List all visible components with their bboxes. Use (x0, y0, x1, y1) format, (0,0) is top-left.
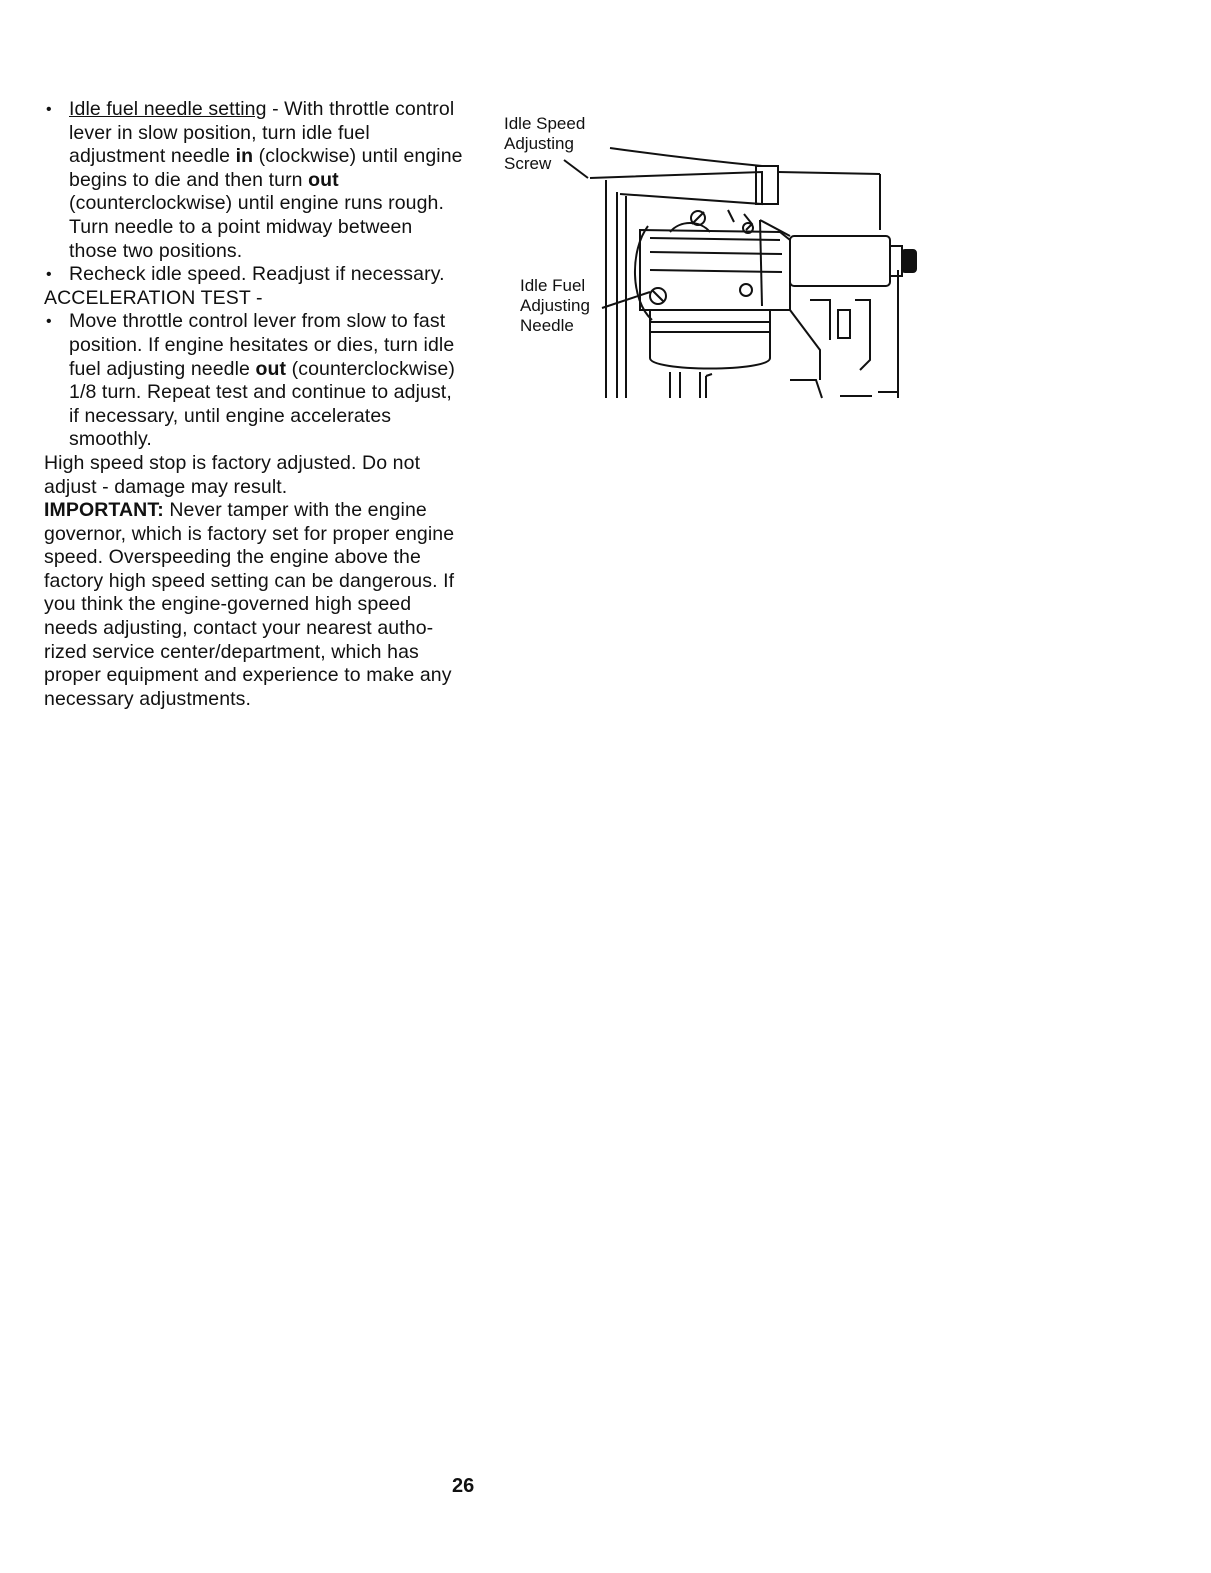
idle-fuel-needle-label: Idle Fuel Adjusting Needle (520, 276, 590, 335)
carburetor-figure (500, 110, 920, 410)
bullet-recheck-idle: • Recheck idle speed. Readjust if necessary. (44, 263, 464, 287)
important-label: IMPORTANT: (44, 499, 164, 522)
bullet-acceleration-test: • Move throttle control lever from slow to fast position. If engine hesitates or dies, turn idle fuel adjusting needle out (counterclockwise) 1/8 turn. Repeat test and continue to adjust, if necessary, until engine accelerates smoothly. (44, 310, 464, 452)
idle-fuel-needle-title: Idle fuel needle setting (69, 98, 267, 120)
high-speed-stop-note: High speed stop is factory adjusted. Do not adjust - damage may result. (44, 451, 421, 498)
important-note: IMPORTANT: Never tamper with the engine governor, which is factory set for proper engine speed. Overspeeding the engine above the factory high speed setting can be dangerous. If you think the engine-governed high speed needs adjusting, contact your nearest autho-rized service center/department, which has proper equipment and experience to make any necessary adjustments. (44, 499, 455, 710)
acceleration-test-heading: ACCELERATION TEST - (44, 286, 263, 309)
page-number: 26 (452, 1475, 475, 1497)
bullet-idle-fuel-needle: • Idle fuel needle setting - With throttle control lever in slow position, turn idle fuel adjustment needle in (clockwise) until engine begins to die and then turn out (counterclockwise) until engine runs rough. Turn needle to a point midway between those two positions. (44, 98, 464, 263)
instructions-column (44, 98, 464, 711)
idle-speed-screw-label: Idle Speed Adjusting Screw (504, 114, 586, 173)
